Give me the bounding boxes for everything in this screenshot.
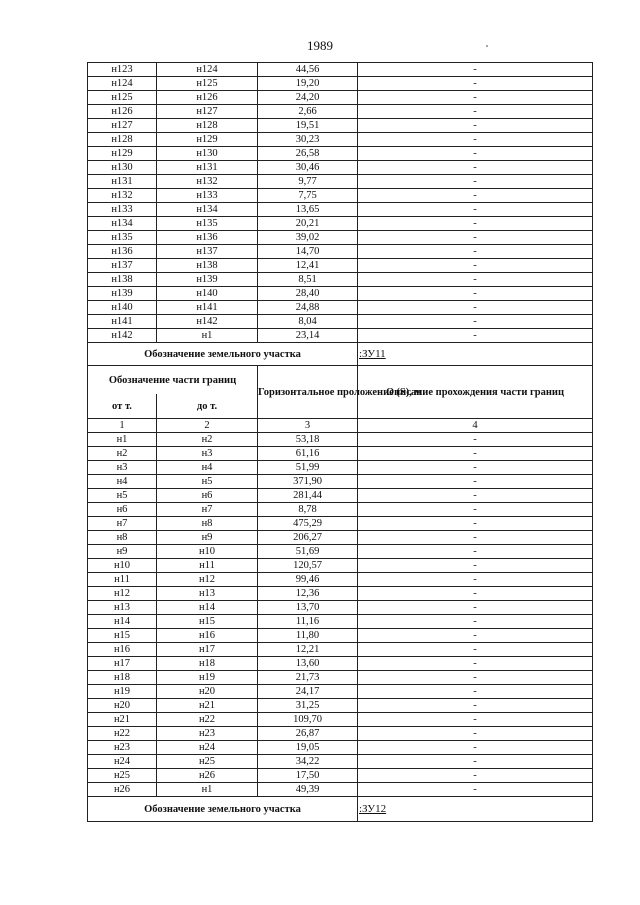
to-point-cell: н141 xyxy=(157,301,258,315)
from-point-cell: н124 xyxy=(88,77,157,91)
description-cell: - xyxy=(358,755,593,769)
from-point-cell: н141 xyxy=(88,315,157,329)
from-point-cell: н12 xyxy=(88,587,157,601)
table-row xyxy=(88,573,593,587)
description-cell: - xyxy=(358,461,593,475)
description-cell: - xyxy=(358,273,593,287)
table-row xyxy=(88,727,593,741)
plot-title-label: Обозначение земельного участка xyxy=(88,797,358,822)
horizontal-length-cell: 13,70 xyxy=(258,601,358,615)
table-row xyxy=(88,175,593,189)
horizontal-length-cell: 8,51 xyxy=(258,273,358,287)
to-point-cell: н127 xyxy=(157,105,258,119)
to-point-cell: н18 xyxy=(157,657,258,671)
to-point-cell: н3 xyxy=(157,447,258,461)
from-point-cell: н25 xyxy=(88,769,157,783)
table-row xyxy=(88,259,593,273)
to-point-cell: н13 xyxy=(157,587,258,601)
description-cell: - xyxy=(358,573,593,587)
description-cell: - xyxy=(358,517,593,531)
from-point-header: от т. xyxy=(88,394,157,419)
description-cell: - xyxy=(358,545,593,559)
table-row xyxy=(88,189,593,203)
horizontal-length-cell: 24,20 xyxy=(258,91,358,105)
from-point-cell: н4 xyxy=(88,475,157,489)
description-cell: - xyxy=(358,699,593,713)
horizontal-length-cell: 12,21 xyxy=(258,643,358,657)
to-point-cell: н128 xyxy=(157,119,258,133)
table-row xyxy=(88,287,593,301)
horizontal-length-cell: 34,22 xyxy=(258,755,358,769)
horizontal-length-cell: 120,57 xyxy=(258,559,358,573)
table-row xyxy=(88,461,593,475)
description-cell: - xyxy=(358,147,593,161)
horizontal-length-cell: 24,17 xyxy=(258,685,358,699)
from-point-cell: н23 xyxy=(88,741,157,755)
description-cell: - xyxy=(358,643,593,657)
table-row xyxy=(88,629,593,643)
horizontal-length-cell: 49,39 xyxy=(258,783,358,797)
from-point-cell: н11 xyxy=(88,573,157,587)
plot-id-zu11: :ЗУ11 xyxy=(358,343,593,366)
description-header: Описание прохождения части границ xyxy=(358,366,593,419)
horizontal-length-cell: 475,29 xyxy=(258,517,358,531)
table-row xyxy=(88,545,593,559)
from-point-cell: н125 xyxy=(88,91,157,105)
table-row xyxy=(88,699,593,713)
table-row xyxy=(88,301,593,315)
to-point-cell: н6 xyxy=(157,489,258,503)
to-point-header: до т. xyxy=(157,394,258,419)
to-point-cell: н8 xyxy=(157,517,258,531)
table-row xyxy=(88,559,593,573)
from-point-cell: н24 xyxy=(88,755,157,769)
to-point-cell: н26 xyxy=(157,769,258,783)
column-numbers-row xyxy=(88,419,593,433)
to-point-cell: н15 xyxy=(157,615,258,629)
horizontal-length-cell: 24,88 xyxy=(258,301,358,315)
from-point-cell: н26 xyxy=(88,783,157,797)
column-number: 4 xyxy=(358,419,593,433)
table-row xyxy=(88,119,593,133)
from-point-cell: н7 xyxy=(88,517,157,531)
horizontal-length-cell: 13,60 xyxy=(258,657,358,671)
table-row xyxy=(88,231,593,245)
description-cell: - xyxy=(358,727,593,741)
description-cell: - xyxy=(358,189,593,203)
description-cell: - xyxy=(358,203,593,217)
to-point-cell: н10 xyxy=(157,545,258,559)
horizontal-length-cell: 30,23 xyxy=(258,133,358,147)
horizontal-length-cell: 39,02 xyxy=(258,231,358,245)
description-cell: - xyxy=(358,769,593,783)
description-cell: - xyxy=(358,685,593,699)
table-row xyxy=(88,769,593,783)
description-cell: - xyxy=(358,489,593,503)
table-row xyxy=(88,105,593,119)
table-row xyxy=(88,615,593,629)
table-row xyxy=(88,531,593,545)
description-cell: - xyxy=(358,315,593,329)
to-point-cell: н136 xyxy=(157,231,258,245)
table-row xyxy=(88,77,593,91)
from-point-cell: н136 xyxy=(88,245,157,259)
table-row xyxy=(88,755,593,769)
to-point-cell: н138 xyxy=(157,259,258,273)
to-point-cell: н126 xyxy=(157,91,258,105)
table-row xyxy=(88,489,593,503)
description-cell: - xyxy=(358,601,593,615)
horizontal-length-cell: 26,58 xyxy=(258,147,358,161)
table-row xyxy=(88,91,593,105)
horizontal-length-cell: 30,46 xyxy=(258,161,358,175)
from-point-cell: н15 xyxy=(88,629,157,643)
to-point-cell: н22 xyxy=(157,713,258,727)
description-cell: - xyxy=(358,119,593,133)
horizontal-length-cell: 14,70 xyxy=(258,245,358,259)
horizontal-length-cell: 206,27 xyxy=(258,531,358,545)
description-cell: - xyxy=(358,63,593,77)
column-number: 1 xyxy=(88,419,157,433)
table-row xyxy=(88,685,593,699)
description-cell: - xyxy=(358,713,593,727)
from-point-cell: н16 xyxy=(88,643,157,657)
column-number: 3 xyxy=(258,419,358,433)
table-row xyxy=(88,315,593,329)
from-point-cell: н6 xyxy=(88,503,157,517)
description-cell: - xyxy=(358,629,593,643)
plot-title-label: Обозначение земельного участка xyxy=(88,343,358,366)
from-point-cell: н123 xyxy=(88,63,157,77)
to-point-cell: н4 xyxy=(157,461,258,475)
top-rows xyxy=(88,63,593,343)
from-point-cell: н18 xyxy=(88,671,157,685)
table-row xyxy=(88,713,593,727)
from-point-cell: н8 xyxy=(88,531,157,545)
to-point-cell: н25 xyxy=(157,755,258,769)
description-cell: - xyxy=(358,161,593,175)
from-point-cell: н132 xyxy=(88,189,157,203)
table-row xyxy=(88,783,593,797)
horizontal-length-cell: 11,80 xyxy=(258,629,358,643)
horizontal-length-cell: 8,78 xyxy=(258,503,358,517)
description-cell: - xyxy=(358,231,593,245)
horizontal-length-cell: 281,44 xyxy=(258,489,358,503)
part-boundaries-header: Обозначение части границ xyxy=(88,366,258,395)
from-point-cell: н134 xyxy=(88,217,157,231)
table-row xyxy=(88,643,593,657)
table-row xyxy=(88,517,593,531)
horizontal-length-cell: 51,99 xyxy=(258,461,358,475)
to-point-cell: н23 xyxy=(157,727,258,741)
horizontal-length-cell: 21,73 xyxy=(258,671,358,685)
horizontal-length-cell: 26,87 xyxy=(258,727,358,741)
horizontal-length-cell: 19,51 xyxy=(258,119,358,133)
from-point-cell: н22 xyxy=(88,727,157,741)
horizontal-length-cell: 13,65 xyxy=(258,203,358,217)
description-cell: - xyxy=(358,559,593,573)
to-point-cell: н24 xyxy=(157,741,258,755)
to-point-cell: н124 xyxy=(157,63,258,77)
from-point-cell: н142 xyxy=(88,329,157,343)
from-point-cell: н131 xyxy=(88,175,157,189)
from-point-cell: н5 xyxy=(88,489,157,503)
table-row xyxy=(88,503,593,517)
to-point-cell: н137 xyxy=(157,245,258,259)
table-row xyxy=(88,587,593,601)
description-cell: - xyxy=(358,447,593,461)
table-row xyxy=(88,161,593,175)
horizontal-length-cell: 51,69 xyxy=(258,545,358,559)
description-cell: - xyxy=(358,587,593,601)
description-cell: - xyxy=(358,329,593,343)
table-row xyxy=(88,63,593,77)
from-point-cell: н3 xyxy=(88,461,157,475)
from-point-cell: н13 xyxy=(88,601,157,615)
horizontal-length-cell: 19,05 xyxy=(258,741,358,755)
table-row xyxy=(88,133,593,147)
description-cell: - xyxy=(358,105,593,119)
horizontal-length-header: Горизонтальное проложение (S), м xyxy=(258,366,358,419)
to-point-cell: н129 xyxy=(157,133,258,147)
horizontal-length-cell: 12,36 xyxy=(258,587,358,601)
horizontal-length-cell: 99,46 xyxy=(258,573,358,587)
from-point-cell: н130 xyxy=(88,161,157,175)
from-point-cell: н21 xyxy=(88,713,157,727)
horizontal-length-cell: 28,40 xyxy=(258,287,358,301)
horizontal-length-cell: 9,77 xyxy=(258,175,358,189)
horizontal-length-cell: 61,16 xyxy=(258,447,358,461)
table-row xyxy=(88,217,593,231)
description-cell: - xyxy=(358,615,593,629)
plot-title-row-zu11 xyxy=(88,343,593,366)
horizontal-length-cell: 371,90 xyxy=(258,475,358,489)
table-row xyxy=(88,741,593,755)
description-cell: - xyxy=(358,433,593,447)
boundary-table xyxy=(87,62,593,822)
page-number: 1989 xyxy=(307,38,333,53)
from-point-cell: н138 xyxy=(88,273,157,287)
to-point-cell: н9 xyxy=(157,531,258,545)
table-row xyxy=(88,329,593,343)
horizontal-length-cell: 31,25 xyxy=(258,699,358,713)
to-point-cell: н131 xyxy=(157,161,258,175)
description-cell: - xyxy=(358,783,593,797)
to-point-cell: н134 xyxy=(157,203,258,217)
description-cell: - xyxy=(358,175,593,189)
to-point-cell: н16 xyxy=(157,629,258,643)
table-row xyxy=(88,245,593,259)
horizontal-length-cell: 7,75 xyxy=(258,189,358,203)
to-point-cell: н7 xyxy=(157,503,258,517)
to-point-cell: н140 xyxy=(157,287,258,301)
table-row xyxy=(88,433,593,447)
horizontal-length-cell: 23,14 xyxy=(258,329,358,343)
header-row-1 xyxy=(88,366,593,395)
plot-id-zu12: :ЗУ12 xyxy=(358,797,593,822)
horizontal-length-cell: 109,70 xyxy=(258,713,358,727)
from-point-cell: н10 xyxy=(88,559,157,573)
horizontal-length-cell: 8,04 xyxy=(258,315,358,329)
description-cell: - xyxy=(358,671,593,685)
horizontal-length-cell: 2,66 xyxy=(258,105,358,119)
zu11-rows xyxy=(88,433,593,797)
from-point-cell: н9 xyxy=(88,545,157,559)
table-row xyxy=(88,147,593,161)
table-row xyxy=(88,657,593,671)
table-row xyxy=(88,475,593,489)
description-cell: - xyxy=(358,657,593,671)
horizontal-length-cell: 11,16 xyxy=(258,615,358,629)
to-point-cell: н20 xyxy=(157,685,258,699)
to-point-cell: н135 xyxy=(157,217,258,231)
from-point-cell: н137 xyxy=(88,259,157,273)
description-cell: - xyxy=(358,475,593,489)
to-point-cell: н133 xyxy=(157,189,258,203)
from-point-cell: н19 xyxy=(88,685,157,699)
horizontal-length-cell: 17,50 xyxy=(258,769,358,783)
from-point-cell: н127 xyxy=(88,119,157,133)
from-point-cell: н139 xyxy=(88,287,157,301)
column-number: 2 xyxy=(157,419,258,433)
to-point-cell: н130 xyxy=(157,147,258,161)
from-point-cell: н2 xyxy=(88,447,157,461)
to-point-cell: н21 xyxy=(157,699,258,713)
to-point-cell: н142 xyxy=(157,315,258,329)
description-cell: - xyxy=(358,77,593,91)
table-row xyxy=(88,447,593,461)
from-point-cell: н135 xyxy=(88,231,157,245)
table-row xyxy=(88,601,593,615)
from-point-cell: н126 xyxy=(88,105,157,119)
description-cell: - xyxy=(358,287,593,301)
to-point-cell: н11 xyxy=(157,559,258,573)
description-cell: - xyxy=(358,133,593,147)
horizontal-length-cell: 12,41 xyxy=(258,259,358,273)
scan-speck xyxy=(486,45,488,47)
horizontal-length-cell: 53,18 xyxy=(258,433,358,447)
table-row xyxy=(88,203,593,217)
description-cell: - xyxy=(358,503,593,517)
from-point-cell: н14 xyxy=(88,615,157,629)
from-point-cell: н133 xyxy=(88,203,157,217)
from-point-cell: н140 xyxy=(88,301,157,315)
table-row xyxy=(88,273,593,287)
horizontal-length-cell: 20,21 xyxy=(258,217,358,231)
description-cell: - xyxy=(358,259,593,273)
to-point-cell: н17 xyxy=(157,643,258,657)
description-cell: - xyxy=(358,741,593,755)
to-point-cell: н125 xyxy=(157,77,258,91)
to-point-cell: н19 xyxy=(157,671,258,685)
horizontal-length-cell: 44,56 xyxy=(258,63,358,77)
description-cell: - xyxy=(358,245,593,259)
from-point-cell: н1 xyxy=(88,433,157,447)
to-point-cell: н12 xyxy=(157,573,258,587)
description-cell: - xyxy=(358,217,593,231)
plot-title-row-zu12 xyxy=(88,797,593,822)
to-point-cell: н1 xyxy=(157,329,258,343)
to-point-cell: н2 xyxy=(157,433,258,447)
description-cell: - xyxy=(358,91,593,105)
to-point-cell: н14 xyxy=(157,601,258,615)
description-cell: - xyxy=(358,531,593,545)
to-point-cell: н139 xyxy=(157,273,258,287)
from-point-cell: н17 xyxy=(88,657,157,671)
from-point-cell: н129 xyxy=(88,147,157,161)
to-point-cell: н1 xyxy=(157,783,258,797)
to-point-cell: н132 xyxy=(157,175,258,189)
description-cell: - xyxy=(358,301,593,315)
table-row xyxy=(88,671,593,685)
horizontal-length-cell: 19,20 xyxy=(258,77,358,91)
from-point-cell: н20 xyxy=(88,699,157,713)
to-point-cell: н5 xyxy=(157,475,258,489)
from-point-cell: н128 xyxy=(88,133,157,147)
